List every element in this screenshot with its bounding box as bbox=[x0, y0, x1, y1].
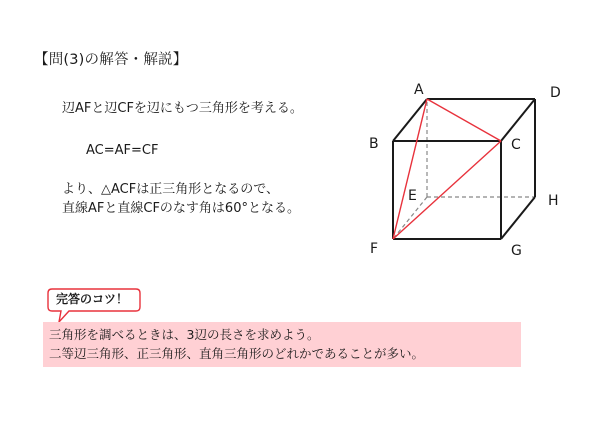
tip-label: 完答のコツ！ bbox=[56, 292, 129, 306]
label-G: G bbox=[511, 243, 522, 259]
edge-GH bbox=[501, 197, 535, 239]
label-A: A bbox=[414, 82, 424, 98]
edge-DC bbox=[501, 99, 535, 141]
cube-diagram bbox=[360, 78, 575, 263]
label-F: F bbox=[370, 241, 379, 257]
explanation-line-4: 直線AFと直線CFのなす角は60°となる。 bbox=[62, 201, 300, 216]
explanation-equation: AC=AF=CF bbox=[86, 143, 159, 158]
explanation-line-1: 辺AFと辺CFを辺にもつ三角形を考える。 bbox=[62, 101, 303, 116]
label-E: E bbox=[408, 188, 417, 204]
label-B: B bbox=[369, 136, 379, 152]
page-heading: 【問(3)の解答・解説】 bbox=[34, 52, 188, 68]
tip-line-1: 三角形を調べるときは、3辺の長さを求めよう。 bbox=[49, 327, 320, 342]
label-H: H bbox=[548, 193, 559, 209]
segment-AC bbox=[427, 99, 501, 141]
explanation-line-3: より、△ACFは正三角形となるので、 bbox=[62, 182, 279, 197]
tip-line-2: 二等辺三角形、正三角形、直角三角形のどれかであることが多い。 bbox=[49, 346, 425, 361]
label-D: D bbox=[550, 85, 561, 101]
label-C: C bbox=[511, 137, 521, 153]
